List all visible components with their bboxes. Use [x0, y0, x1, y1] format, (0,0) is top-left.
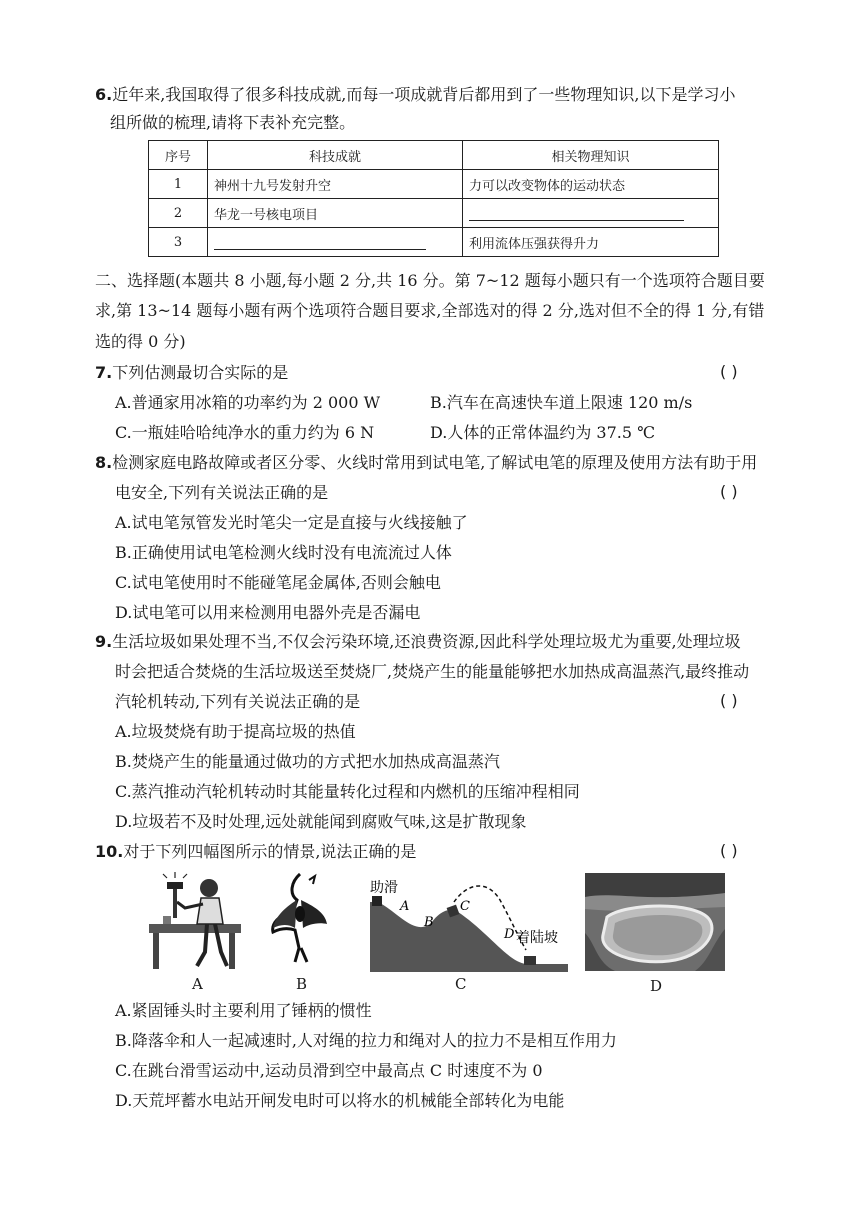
figure-d-reservoir: [585, 873, 725, 971]
point-a-label: A: [400, 899, 410, 914]
answer-blank[interactable]: [469, 206, 684, 221]
figure-a-hammering: [145, 872, 245, 972]
q7-stem: 下列估测最切合实际的是: [112, 363, 289, 382]
q8-option-d: D.试电笔可以用来检测用电器外壳是否漏电: [115, 603, 421, 622]
q9-option-c: C.蒸汽推动汽轮机转动时其能量转化过程和内燃机的压缩冲程相同: [115, 782, 580, 801]
q8-number: 8.: [95, 453, 113, 472]
point-b-label: B: [424, 915, 434, 930]
q9-line2: 时会把适合焚烧的生活垃圾送至焚烧厂,焚烧产生的能量能够把水加热成高温蒸汽,最终推动: [115, 662, 750, 681]
answer-blank-cell[interactable]: [463, 199, 719, 228]
table-cell: 力可以改变物体的运动状态: [463, 170, 719, 199]
q9-option-d: D.垃圾若不及时处理,远处就能闻到腐败气味,这是扩散现象: [115, 812, 527, 831]
figure-label-b: B: [296, 975, 308, 993]
q8-option-b: B.正确使用试电笔检测火线时没有电流流过人体: [115, 543, 452, 562]
table-row: [149, 199, 719, 228]
q6-line1: [95, 84, 735, 106]
figure-label-c: C: [455, 975, 467, 993]
table-cell: 2: [149, 199, 208, 228]
figure-label-a: A: [192, 975, 203, 993]
table-header-row: [149, 141, 719, 170]
figure-c-ski-jump: [368, 872, 568, 972]
section2-line3: 选的得 0 分): [95, 332, 186, 351]
q7-option-a: A.普通家用冰箱的功率约为 2 000 W: [115, 393, 381, 412]
table-cell: 利用流体压强获得升力: [463, 228, 719, 257]
q6-number: 6.: [95, 85, 113, 104]
table-row: [149, 228, 719, 257]
q10-option-a: A.紧固锤头时主要利用了锤柄的惯性: [115, 1001, 372, 1020]
q8-option-a: A.试电笔氖管发光时笔尖一定是直接与火线接触了: [115, 513, 468, 532]
answer-paren[interactable]: ( ): [720, 362, 738, 381]
q7-option-b: B.汽车在高速快车道上限速 120 m/s: [430, 393, 693, 412]
figure-b-parachute: [265, 870, 335, 970]
q8-line1: [95, 452, 757, 474]
q9-text-1: 生活垃圾如果处理不当,不仅会污染环境,还浪费资源,因此科学处理垃圾尤为重要,处理垃圾: [112, 632, 741, 651]
table-header: 序号: [149, 141, 208, 170]
q6-line2: 组所做的梳理,请将下表补充完整。: [110, 113, 356, 132]
answer-paren[interactable]: ( ): [720, 691, 738, 710]
q10-option-c: C.在跳台滑雪运动中,运动员滑到空中最高点 C 时速度不为 0: [115, 1061, 543, 1080]
label-start: 助滑: [370, 880, 398, 896]
figure-label-d: D: [650, 977, 663, 995]
section2-line1: 二、选择题(本题共 8 小题,每小题 2 分,共 16 分。第 7~12 题每小题只有一个选项符合题目要: [95, 271, 765, 290]
q10-number: 10.: [95, 842, 124, 861]
q10-option-d: D.天荒坪蓄水电站开闸发电时可以将水的机械能全部转化为电能: [115, 1091, 565, 1110]
section2-line2: 求,第 13~14 题每小题有两个选项符合题目要求,全部选对的得 2 分,选对但不全的得 1 分,有错: [95, 301, 765, 320]
q9-option-b: B.焚烧产生的能量通过做功的方式把水加热成高温蒸汽: [115, 752, 500, 771]
q7-option-d: D.人体的正常体温约为 37.5 ℃: [430, 423, 656, 442]
answer-blank[interactable]: [214, 235, 426, 250]
q10-option-b: B.降落伞和人一起减速时,人对绳的拉力和绳对人的拉力不是相互作用力: [115, 1031, 617, 1050]
q6-text-1: 近年来,我国取得了很多科技成就,而每一项成就背后都用到了一些物理知识,以下是学习小: [112, 85, 736, 104]
q6-table: [148, 140, 719, 257]
answer-blank-cell[interactable]: [208, 228, 463, 257]
q8-text-1: 检测家庭电路故障或者区分零、火线时常用到试电笔,了解试电笔的原理及使用方法有助于用: [112, 453, 758, 472]
table-row: [149, 170, 719, 199]
q7-stem-line: [95, 362, 288, 384]
q9-option-a: A.垃圾焚烧有助于提高垃圾的热值: [115, 722, 356, 741]
table-cell: 1: [149, 170, 208, 199]
q8-option-c: C.试电笔使用时不能碰笔尾金属体,否则会触电: [115, 573, 441, 592]
answer-paren[interactable]: ( ): [720, 482, 738, 501]
q10-stem: 对于下列四幅图所示的情景,说法正确的是: [123, 842, 417, 861]
q7-option-c: C.一瓶娃哈哈纯净水的重力约为 6 N: [115, 423, 375, 442]
table-cell: 华龙一号核电项目: [208, 199, 463, 228]
q7-number: 7.: [95, 363, 113, 382]
table-header: 相关物理知识: [463, 141, 719, 170]
answer-paren[interactable]: ( ): [720, 841, 738, 860]
table-cell: 3: [149, 228, 208, 257]
q10-stem-line: [95, 841, 416, 863]
q9-line1: [95, 631, 741, 653]
table-header: 科技成就: [208, 141, 463, 170]
q9-number: 9.: [95, 632, 113, 651]
label-landing: 着陆坡: [516, 930, 558, 946]
q9-line3: 汽轮机转动,下列有关说法正确的是: [115, 692, 361, 711]
q8-line2: 电安全,下列有关说法正确的是: [115, 483, 329, 502]
point-c-label: C: [460, 899, 470, 914]
point-d-label: D: [504, 927, 515, 942]
table-cell: 神州十九号发射升空: [208, 170, 463, 199]
